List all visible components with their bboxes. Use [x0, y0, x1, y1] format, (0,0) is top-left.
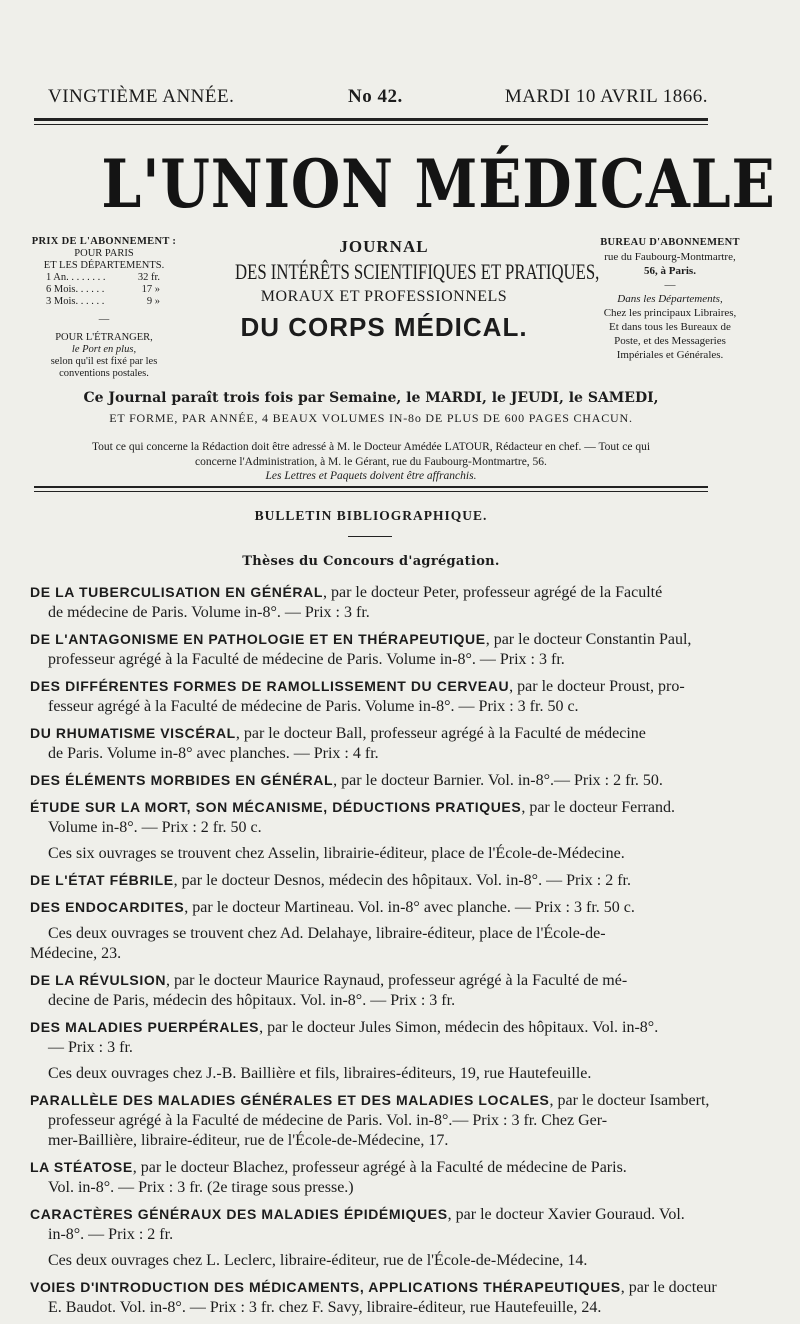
contact-line-3: Les Lettres et Paquets doivent être affranchis. — [265, 470, 477, 482]
entry-text-cont: de médecine de Paris. Volume in-8°. — Prix : 3 fr. — [48, 604, 370, 621]
price-term: 3 Mois. . . . . . — [46, 296, 105, 307]
entry-text: , par le docteur Peter, professeur agrégé de la Faculté — [322, 584, 663, 601]
subscription-dash: — — [98, 314, 110, 325]
list-item — [30, 770, 770, 791]
list-item — [30, 897, 770, 918]
entry-title: CARACTÈRES GÉNÉRAUX DES MALADIES ÉPIDÉMIQUES — [30, 1206, 448, 1222]
entry-text: , par le docteur Xavier Gouraud. Vol. — [447, 1206, 685, 1223]
publisher-note: Ces deux ouvrages chez J.-B. Baillière et fils, libraires-éditeurs, 19, rue Hautefeuille. — [48, 1065, 592, 1082]
entry-text: , par le docteur Blachez, professeur agrégé à la Faculté de médecine de Paris. — [132, 1159, 627, 1176]
journal-word: JOURNAL — [339, 237, 429, 256]
price-value: 9 » — [146, 296, 160, 307]
entry-text: , par le docteur Martineau. Vol. in-8° avec planche. — Prix : 3 fr. 50 c. — [184, 899, 635, 916]
list-item — [30, 970, 770, 1011]
entry-title: PARALLÈLE DES MALADIES GÉNÉRALES ET DES MALADIES LOCALES — [30, 1092, 550, 1108]
entry-title: LA STÉATOSE — [30, 1159, 133, 1175]
bureau-title: BUREAU D'ABONNEMENT — [600, 237, 740, 248]
publisher-note: Ces deux ouvrages chez L. Leclerc, libraire-éditeur, rue de l'École-de-Médecine, 14. — [48, 1252, 588, 1269]
entry-text: , par le docteur Desnos, médecin des hôpitaux. Vol. in-8°. — Prix : 2 fr. — [173, 872, 631, 889]
entry-title: DE L'ÉTAT FÉBRILE — [30, 872, 174, 888]
publisher-note — [30, 924, 770, 964]
price-row-three-months — [26, 296, 182, 308]
list-item — [30, 676, 770, 717]
bureau-libraires: Chez les principaux Libraires, — [603, 307, 737, 319]
bibliography-list — [30, 582, 770, 1324]
entry-text: , par le docteur Constantin Paul, — [485, 631, 692, 648]
entry-text-cont: fesseur agrégé à la Faculté de médecine de Paris. Volume in-8°. — Prix : 3 fr. 50 c. — [48, 698, 579, 715]
foreign-note-2: conventions postales. — [59, 368, 149, 379]
list-item — [30, 1090, 770, 1151]
price-row-year — [26, 272, 182, 284]
bureau-dash: — — [664, 279, 676, 291]
price-term: 1 An. . . . . . . . — [46, 272, 106, 283]
entry-text-cont: — Prix : 3 fr. — [48, 1039, 133, 1056]
entry-text: , par le docteur Isambert, — [549, 1092, 710, 1109]
list-item — [30, 723, 770, 764]
journal-line-2: MORAUX ET PROFESSIONNELS — [260, 288, 508, 305]
entry-text-cont: in-8°. — Prix : 2 fr. — [48, 1226, 174, 1243]
entry-text-cont: professeur agrégé à la Faculté de médecine de Paris. Vol. in-8°.— Prix : 3 fr. Chez Ger- — [48, 1112, 608, 1129]
top-rule-thick — [34, 118, 708, 121]
journal-line-3: DU CORPS MÉDICAL. — [240, 312, 528, 342]
bureau-poste-3: Impériales et Générales. — [616, 349, 724, 361]
entry-title: DES MALADIES PUERPÉRALES — [30, 1019, 260, 1035]
publication-format: ET FORME, PAR ANNÉE, 4 BEAUX VOLUMES IN-8o DE PLUS DE 600 PAGES CHACUN. — [109, 411, 633, 425]
entry-text: , par le docteur Maurice Raynaud, professeur agrégé à la Faculté de mé- — [166, 972, 628, 989]
entry-text: , par le docteur Jules Simon, médecin des hôpitaux. Vol. in-8°. — [259, 1019, 659, 1036]
entry-text: , par le docteur Ferrand. — [521, 799, 676, 816]
publication-periodicity: Ce Journal paraît trois fois par Semaine, le MARDI, le JEUDI, le SAMEDI, — [83, 390, 659, 406]
contact-line-1: Tout ce qui concerne la Rédaction doit être adressé à M. le Docteur Amédée LATOUR, Rédacteur en chef. — Tout ce qui — [91, 441, 651, 453]
entry-text-cont: professeur agrégé à la Faculté de médecine de Paris. Volume in-8°. — Prix : 3 fr. — [48, 651, 565, 668]
contact-rule-thin — [34, 491, 708, 492]
entry-title: DES ENDOCARDITES — [30, 899, 185, 915]
issue-date: MARDI 10 AVRIL 1866. — [504, 86, 708, 107]
contact-block — [34, 440, 708, 484]
entry-title: DE L'ANTAGONISME EN PATHOLOGIE ET EN THÉRAPEUTIQUE — [30, 631, 486, 647]
section-subtitle: Thèses du Concours d'agrégation. — [242, 554, 500, 569]
entry-text-cont: Vol. in-8°. — Prix : 3 fr. (2e tirage sous presse.) — [48, 1179, 354, 1196]
entry-text: , par le docteur Ball, professeur agrégé à la Faculté de médecine — [235, 725, 646, 742]
issue-number: No 42. — [348, 86, 403, 107]
section-rule — [348, 536, 392, 537]
bureau-block — [580, 236, 760, 362]
list-item — [30, 582, 770, 623]
entry-title: DE LA RÉVULSION — [30, 972, 167, 988]
foreign-note-1: selon qu'il est fixé par les — [50, 356, 158, 367]
entry-text-cont: de Paris. Volume in-8° avec planches. — Prix : 4 fr. — [48, 745, 379, 762]
entry-title: DES DIFFÉRENTES FORMES DE RAMOLLISSEMENT DU CERVEAU — [30, 678, 510, 694]
foreign-postage: le Port en plus, — [71, 344, 137, 355]
price-row-six-months — [26, 284, 182, 296]
publisher-note-line: Ces deux ouvrages se trouvent chez Ad. Delahaye, libraire-éditeur, place de l'École-de- — [48, 925, 606, 942]
top-rule-thin — [34, 124, 708, 125]
list-item — [30, 1204, 770, 1245]
list-item — [30, 1277, 770, 1318]
section-title: BULLETIN BIBLIOGRAPHIQUE. — [254, 508, 488, 523]
issue-year: VINGTIÈME ANNÉE. — [48, 86, 235, 107]
issue-line — [40, 86, 720, 110]
journal-line-1: DES INTÉRÊTS SCIENTIFIQUES ET PRATIQUES, — [235, 259, 600, 284]
foreign-title: POUR L'ÉTRANGER, — [55, 332, 153, 343]
contact-rule-thick — [34, 486, 708, 488]
subscription-departements: ET LES DÉPARTEMENTS. — [43, 260, 165, 271]
bureau-address-2: 56, à Paris. — [644, 265, 696, 277]
entry-text: , par le docteur Barnier. Vol. in-8°.— Prix : 2 fr. 50. — [333, 772, 663, 789]
publisher-note: Ces six ouvrages se trouvent chez Asselin, librairie-éditeur, place de l'École-de-Médecine. — [48, 845, 625, 862]
entry-title: DE LA TUBERCULISATION EN GÉNÉRAL — [30, 584, 323, 600]
entry-title: ÉTUDE SUR LA MORT, SON MÉCANISME, DÉDUCTIONS PRATIQUES — [30, 799, 522, 815]
list-item — [30, 1157, 770, 1198]
subscription-price-block — [26, 236, 182, 380]
masthead-title: L'UNION MÉDICALE — [101, 145, 776, 223]
bureau-departements: Dans les Départements, — [617, 293, 723, 305]
contact-line-2: concerne l'Administration, à M. le Gérant, rue du Faubourg-Montmartre, 56. — [195, 455, 547, 468]
bureau-address-1: rue du Faubourg-Montmartre, — [604, 251, 736, 263]
entry-text-cont: mer-Baillière, libraire-éditeur, rue de l'École-de-Médecine, 17. — [48, 1132, 449, 1149]
bureau-poste-2: Poste, et des Messageries — [614, 335, 726, 347]
subscription-paris: POUR PARIS — [74, 248, 134, 259]
entry-text-cont: E. Baudot. Vol. in-8°. — Prix : 3 fr. chez F. Savy, libraire-éditeur, rue Hautefeuille, 24. — [48, 1299, 602, 1316]
entry-text: , par le docteur — [620, 1279, 717, 1296]
list-item — [30, 870, 770, 891]
subscription-title: PRIX DE L'ABONNEMENT : — [31, 236, 177, 247]
price-value: 17 » — [141, 284, 160, 295]
entry-title: DU RHUMATISME VISCÉRAL — [30, 725, 236, 741]
entry-title: VOIES D'INTRODUCTION DES MÉDICAMENTS, APPLICATIONS THÉRAPEUTIQUES — [30, 1279, 621, 1295]
list-item — [30, 1017, 770, 1058]
journal-subtitle-block — [188, 236, 600, 344]
entry-text-cont: Volume in-8°. — Prix : 2 fr. 50 c. — [48, 819, 262, 836]
price-value: 32 fr. — [137, 272, 160, 283]
entry-title: DES ÉLÉMENTS MORBIDES EN GÉNÉRAL — [30, 772, 334, 788]
list-item — [30, 797, 770, 838]
bureau-poste-1: Et dans tous les Bureaux de — [609, 321, 731, 333]
price-term: 6 Mois. . . . . . — [46, 284, 105, 295]
entry-text-cont: decine de Paris, médecin des hôpitaux. Vol. in-8°. — Prix : 3 fr. — [48, 992, 456, 1009]
entry-text: , par le docteur Proust, pro- — [509, 678, 685, 695]
publisher-note-line: Médecine, 23. — [30, 945, 122, 962]
list-item — [30, 629, 770, 670]
